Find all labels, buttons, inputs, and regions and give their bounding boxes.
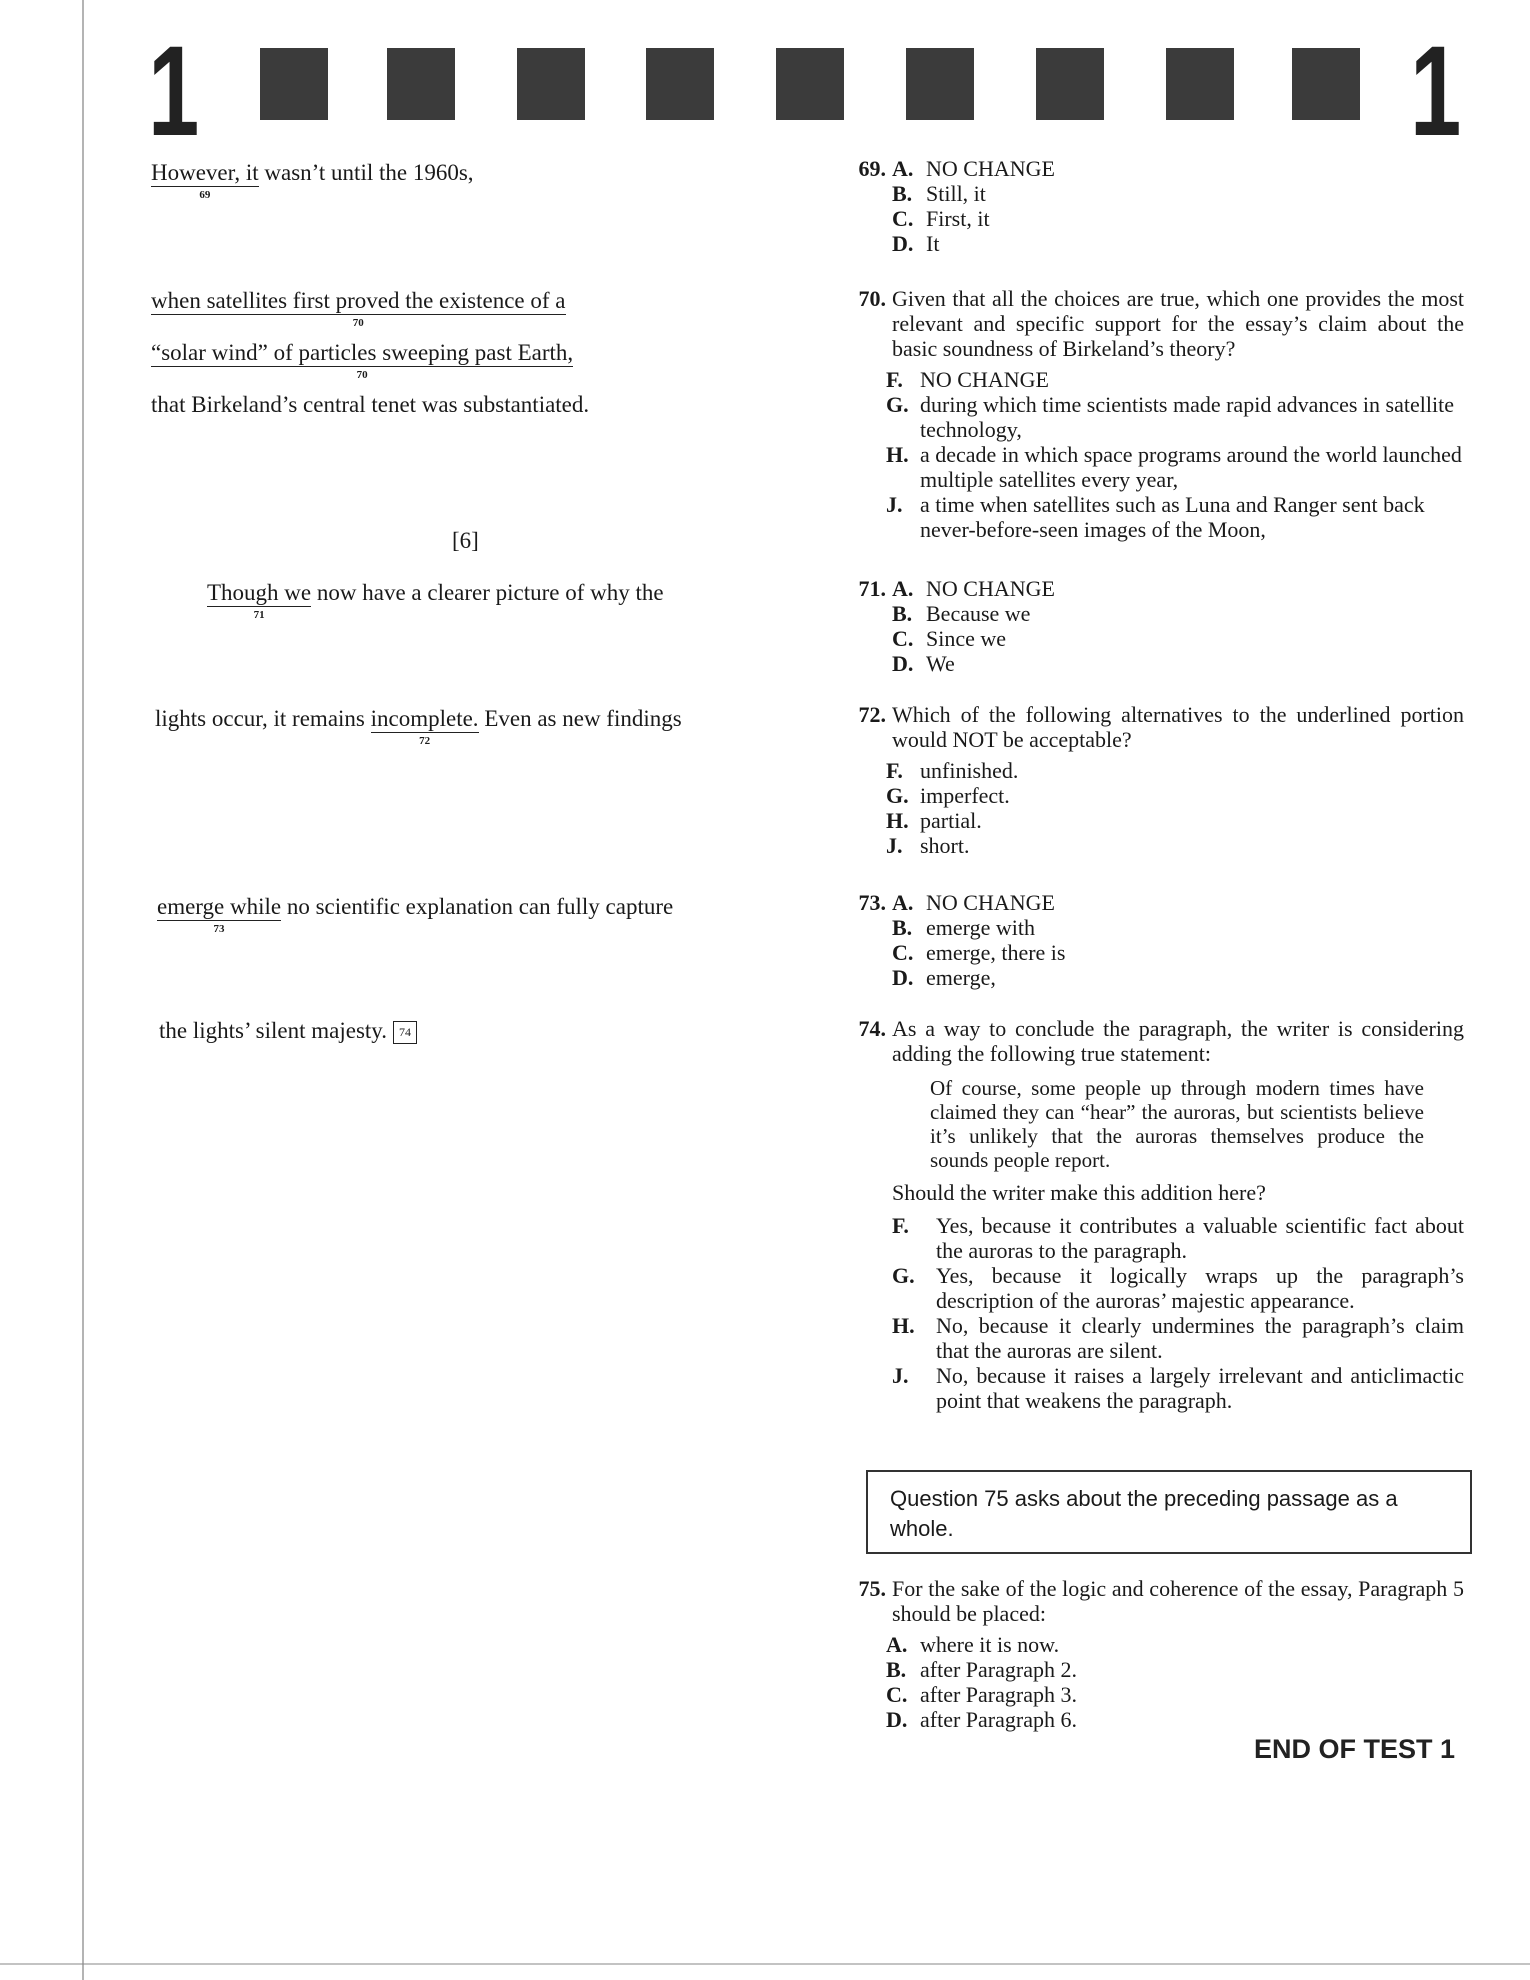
question-followup: Should the writer make this addition here? (892, 1180, 1266, 1205)
answer-option[interactable]: B. Still, it (892, 181, 986, 206)
question-marker-73: 73 (213, 923, 225, 936)
answer-option[interactable]: F. Yes, because it contributes a valuable scientific fact about the auroras to the paragraph. (892, 1213, 1464, 1263)
question-stem: Given that all the choices are true, which one provides the most relevant and specific support for the essay’s claim about the basic soundness of Birkeland’s theory? (892, 286, 1464, 361)
underlined-portion-70: when satellites first proved the existence of a 70 (151, 288, 566, 330)
question-73 (836, 890, 1464, 990)
header-square (1292, 48, 1360, 120)
answer-option[interactable]: A. NO CHANGE (892, 576, 1055, 601)
answer-option[interactable]: J. No, because it raises a largely irrelevant and anticlimactic point that weakens the paragraph. (892, 1363, 1464, 1413)
passage-line-72: lights occur, it remains incomplete. 72 Even as new findings (155, 706, 682, 748)
section-number-right: 1 (1410, 20, 1462, 163)
header-square (776, 48, 844, 120)
answer-option[interactable]: B. emerge with (892, 915, 1035, 940)
answer-option[interactable]: C. after Paragraph 3. (886, 1682, 1077, 1707)
header-square (1036, 48, 1104, 120)
end-of-test-label: END OF TEST 1 (1254, 1734, 1456, 1764)
answer-option[interactable]: J. a time when satellites such as Luna and Ranger sent back never-before-seen images of the Moon, (886, 492, 1425, 542)
header-square (260, 48, 328, 120)
answer-option[interactable]: G. during which time scientists made rapid advances in satellite technology, (886, 392, 1454, 442)
question-72 (836, 702, 1464, 858)
question-number: 72. (858, 702, 886, 727)
question-number: 69. (858, 156, 886, 181)
answer-option[interactable]: D. emerge, (892, 965, 996, 990)
answer-option[interactable]: C. First, it (892, 206, 990, 231)
answer-option[interactable]: D. It (892, 231, 940, 256)
answer-option[interactable]: B. after Paragraph 2. (886, 1657, 1077, 1682)
section-number-left: 1 (148, 20, 200, 163)
question-marker-71: 71 (253, 609, 265, 622)
question-number: 75. (858, 1576, 886, 1601)
proposed-statement: Of course, some people up through modern times have claimed they can “hear” the auroras, but scientists believe it’s unlikely that the auroras themselves produce the sounds people report. (930, 1076, 1424, 1172)
answer-option[interactable]: C. emerge, there is (892, 940, 1066, 965)
passage-note-box: Question 75 asks about the preceding passage as a whole. (866, 1470, 1472, 1554)
underlined-portion-70: “solar wind” of particles sweeping past Earth, 70 (151, 340, 574, 382)
answer-option[interactable]: G. imperfect. (886, 783, 1010, 808)
answer-option[interactable]: A. where it is now. (886, 1632, 1060, 1657)
answer-option[interactable]: D. We (892, 651, 955, 676)
passage-line-70c: that Birkeland’s central tenet was substantiated. (151, 392, 590, 417)
underlined-portion-71: Though we 71 (207, 580, 312, 622)
passage-line-73: emerge while 73 no scientific explanation can fully capture (157, 894, 674, 936)
passage-line-70a (151, 288, 566, 330)
header-square (517, 48, 585, 120)
answer-option[interactable]: H. partial. (886, 808, 982, 833)
header-square (387, 48, 455, 120)
question-number: 70. (858, 286, 886, 311)
header-square (646, 48, 714, 120)
question-box-74: 74 (393, 1021, 417, 1044)
question-number: 74. (858, 1016, 886, 1041)
answer-option[interactable]: H. No, because it clearly undermines the paragraph’s claim that the auroras are silent. (892, 1313, 1464, 1363)
question-stem: Which of the following alternatives to the underlined portion would NOT be acceptable? (892, 702, 1464, 752)
underlined-portion-73: emerge while 73 (157, 894, 282, 936)
underlined-portion-72: incomplete. 72 (370, 706, 479, 748)
answer-option[interactable]: A. NO CHANGE (892, 156, 1055, 181)
underlined-portion-69: However, it 69 (151, 160, 259, 202)
paragraph-marker: [6] (452, 528, 479, 553)
question-70 (836, 286, 1464, 542)
question-75 (836, 1576, 1464, 1732)
header-square (1166, 48, 1234, 120)
question-stem: For the sake of the logic and coherence of the essay, Paragraph 5 should be placed: (892, 1576, 1464, 1626)
answer-option[interactable]: F. NO CHANGE (886, 367, 1049, 392)
question-69 (836, 156, 1464, 256)
passage-line-70b (151, 340, 574, 382)
passage-line-71: Though we 71 now have a clearer picture of why the (207, 580, 664, 622)
question-stem: As a way to conclude the paragraph, the writer is considering adding the following true statement: (892, 1016, 1464, 1066)
question-marker-72: 72 (419, 735, 431, 748)
question-number: 73. (858, 890, 886, 915)
question-74 (836, 1016, 1464, 1413)
passage-line-69: However, it 69 wasn’t until the 1960s, (151, 160, 474, 202)
answer-option[interactable]: F. unfinished. (886, 758, 1019, 783)
answer-option[interactable]: G. Yes, because it logically wraps up the paragraph’s description of the auroras’ majestic appearance. (892, 1263, 1464, 1313)
answer-option[interactable]: A. NO CHANGE (892, 890, 1055, 915)
page-edge-bottom (0, 1963, 1530, 1965)
answer-option[interactable]: D. after Paragraph 6. (886, 1707, 1077, 1732)
question-number: 71. (858, 576, 886, 601)
answer-option[interactable]: C. Since we (892, 626, 1007, 651)
header-square (906, 48, 974, 120)
page-edge-left (82, 0, 84, 1980)
question-71 (836, 576, 1464, 676)
answer-option[interactable]: B. Because we (892, 601, 1031, 626)
answer-option[interactable]: H. a decade in which space programs around the world launched multiple satellites every year, (886, 442, 1462, 492)
passage-line-74: the lights’ silent majesty. 74 (159, 1018, 417, 1044)
question-marker-70: 70 (356, 369, 368, 382)
answer-option[interactable]: J. short. (886, 833, 970, 858)
question-marker-70: 70 (352, 317, 364, 330)
question-marker-69: 69 (199, 189, 211, 202)
